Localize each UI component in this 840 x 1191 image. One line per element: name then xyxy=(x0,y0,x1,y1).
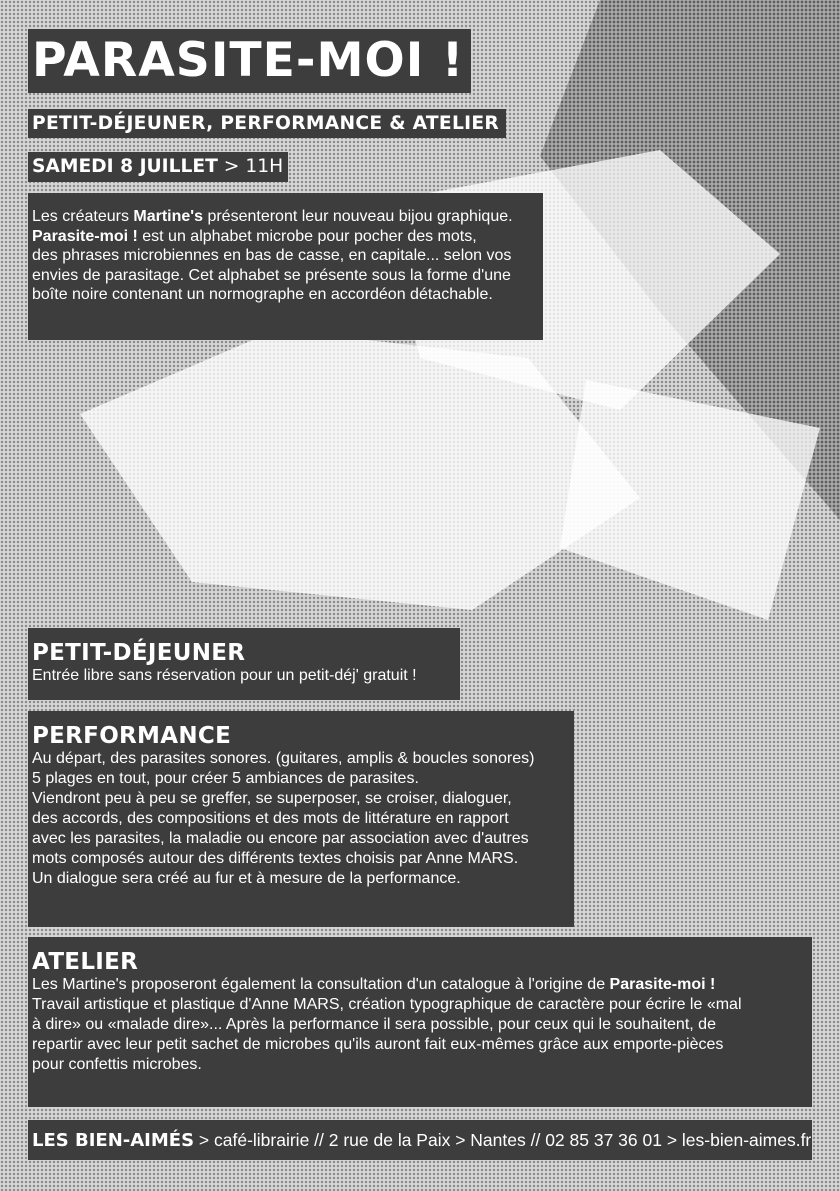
intro-paragraph xyxy=(28,193,543,340)
event-time: 11H xyxy=(245,156,284,177)
intro-line-2 xyxy=(32,227,539,247)
section-line: 5 plages en tout, pour créer 5 ambiances de parasites. xyxy=(32,770,419,787)
event-date-separator: > xyxy=(217,156,246,177)
section-line: à dire» ou «malade dire»... Après la performance il sera possible, pour ceux qui le souhaitent, de xyxy=(32,1016,716,1033)
footer-brand: LES BIEN-AIMÉS xyxy=(32,1130,195,1151)
intro-line-3: des phrases microbiennes en bas de casse, en capitale... selon vos xyxy=(32,247,512,264)
section-line xyxy=(32,975,808,995)
section-line: pour confettis microbes. xyxy=(32,1056,202,1073)
intro-line-1 xyxy=(32,207,539,227)
poster-subtitle-text: PETIT-DÉJEUNER, PERFORMANCE & ATELIER xyxy=(32,113,500,134)
event-date xyxy=(28,152,288,182)
section-line: Travail artistique et plastique d'Anne MARS, création typographique de caractère pour écrire le «mal xyxy=(32,996,742,1013)
section-line: Un dialogue sera créé au fur et à mesure de la performance. xyxy=(32,870,461,887)
footer-bar xyxy=(28,1120,812,1160)
poster-subtitle xyxy=(28,109,506,138)
section-line: Viendront peu à peu se greffer, se superposer, se croiser, dialoguer, xyxy=(32,790,512,807)
section-text: Entrée libre sans réservation pour un petit-déj' gratuit ! xyxy=(32,667,417,684)
intro-line-5: boîte noire contenant un normographe en accordéon détachable. xyxy=(32,286,493,303)
section-line: avec les parasites, la maladie ou encore par association avec d'autres xyxy=(32,830,529,847)
section-performance xyxy=(28,711,574,927)
section-heading: ATELIER xyxy=(32,949,139,975)
poster-title-text: PARASITE-MOI ! xyxy=(32,33,465,88)
intro-bold: Martine's xyxy=(133,208,203,225)
section-line: Au départ, des parasites sonores. (guitares, amplis & boucles sonores) xyxy=(32,750,535,767)
intro-text: est un alphabet microbe pour pocher des mots, xyxy=(137,227,477,245)
intro-bold: Parasite-moi ! xyxy=(32,227,138,245)
poster-title xyxy=(28,29,471,93)
section-heading: PETIT-DÉJEUNER xyxy=(32,640,246,666)
atelier-text: Les Martine's proposeront également la consultation d'un catalogue à l'origine de xyxy=(32,976,610,993)
footer-info: > café-librairie // 2 rue de la Paix > Nantes // 02 85 37 36 01 > les-bien-aimes.fr xyxy=(194,1130,812,1150)
intro-text: Les créateurs xyxy=(32,208,134,225)
section-heading: PERFORMANCE xyxy=(32,723,232,749)
section-line: mots composés autour des différents textes choisis par Anne MARS. xyxy=(32,850,519,867)
intro-text: présenteront leur nouveau bijou graphique. xyxy=(203,208,513,225)
section-line: des accords, des compositions et des mots de littérature en rapport xyxy=(32,810,509,827)
section-line: repartir avec leur petit sachet de microbes qu'ils auront fait eux-mêmes grâce aux emporte-pièces xyxy=(32,1036,724,1053)
section-petit-dejeuner xyxy=(28,628,460,700)
atelier-bold: Parasite-moi ! xyxy=(609,976,716,993)
section-atelier xyxy=(28,937,812,1107)
intro-line-4: envies de parasitage. Cet alphabet se présente sous la forme d'une xyxy=(32,266,511,284)
event-day: SAMEDI 8 JUILLET xyxy=(32,156,218,177)
